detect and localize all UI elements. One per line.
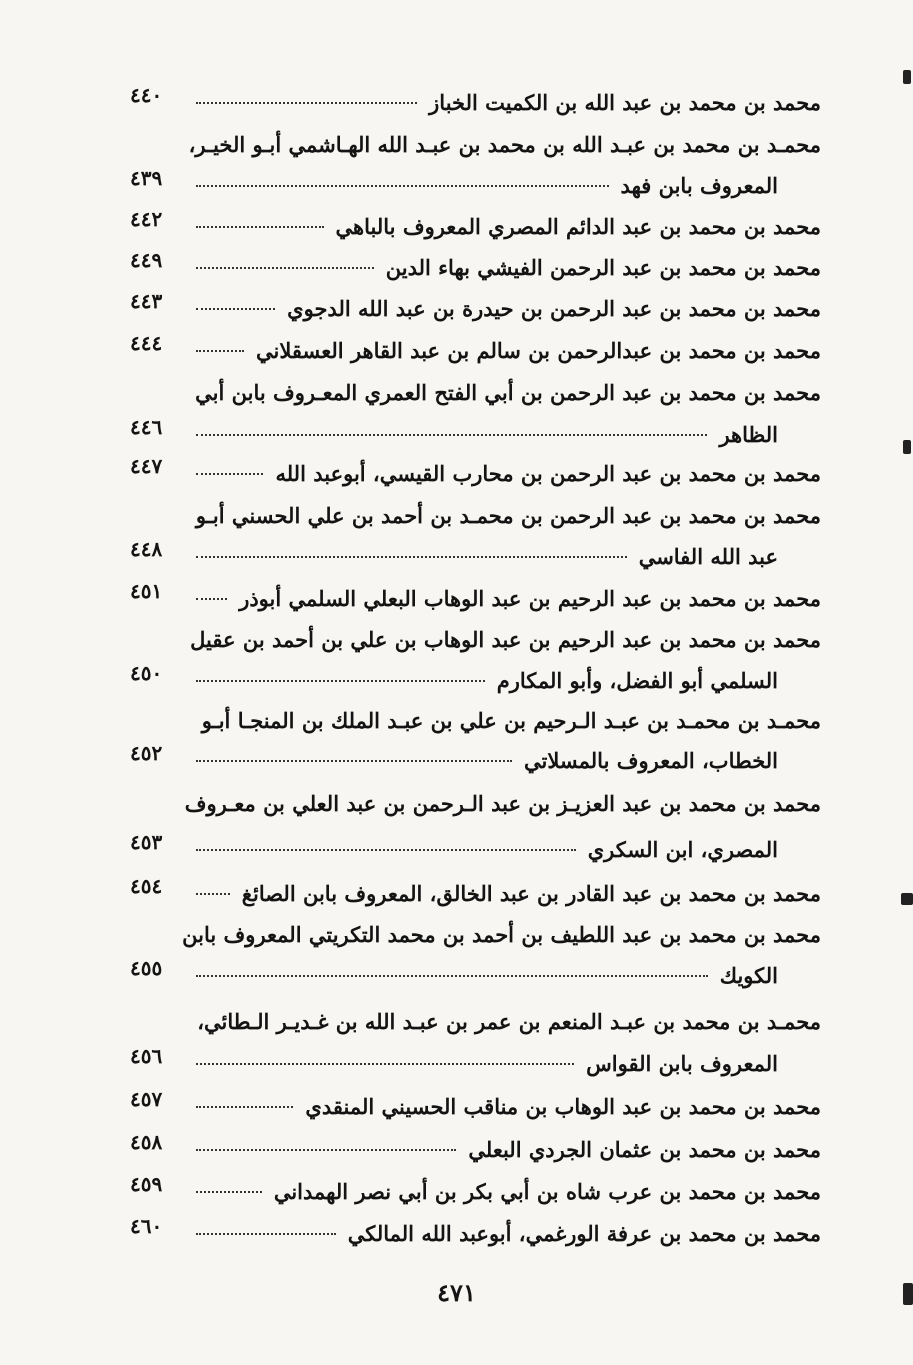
entry-name: محمد بن محمد بن عبد الله بن الكميت الخباز — [429, 90, 821, 115]
dot-leader — [196, 267, 374, 269]
entry-page-number: ٤٥٠ — [130, 661, 163, 685]
entry-name: محمد بن محمد بن عبدالرحمن بن سالم بن عبد القاهر العسقلاني — [256, 338, 821, 363]
dot-leader — [196, 1106, 293, 1108]
dot-leader — [196, 680, 485, 682]
entry-name-continuation: الظاهر — [719, 422, 778, 447]
entry-name: محمد بن محمد بن عبد القادر بن عبد الخالق، المعروف بابن الصائغ — [241, 881, 821, 906]
entry-name: محمد بن محمد بن عبد الرحمن بن محارب القيسي، أبوعبد الله — [275, 461, 821, 486]
entry-name: محمد بن محمد بن عبد الرحيم بن عبد الوهاب بن علي بن أحمد بن عقيل — [190, 627, 821, 652]
entry-page-number: ٤٥٢ — [130, 741, 163, 765]
entry-name: محمد بن محمد بن عبد الرحمن الفيشي بهاء الدين — [385, 255, 821, 280]
entry-name: محمـد بن محمـد بن عبـد الـرحيم بن علي بن عبـد الملك بن المنجـا أبـو — [201, 708, 821, 733]
dot-leader — [196, 226, 324, 228]
dot-leader — [196, 598, 227, 600]
entry-page-number: ٤٥٤ — [130, 874, 163, 898]
entry-name-continuation: عبد الله الفاسي — [638, 544, 778, 569]
dot-leader — [196, 1063, 574, 1065]
entry-name-continuation: المعروف بابن القواس — [586, 1051, 778, 1076]
dot-leader — [196, 1149, 456, 1151]
entry-name: محمد بن محمد بن عبد الرحمن بن محمـد بن أحمد بن علي الحسني أبـو — [195, 503, 821, 528]
scan-edge-mark — [903, 440, 911, 454]
entry-page-number: ٤٤٠ — [130, 83, 163, 107]
entry-page-number: ٤٤٧ — [130, 454, 163, 478]
entry-page-number: ٤٤٨ — [130, 537, 163, 561]
entry-name-continuation: المصري، ابن السكري — [587, 837, 778, 862]
entry-name: محمد بن محمد بن عبد الوهاب بن مناقب الحسيني المنقدي — [305, 1094, 821, 1119]
entry-page-number: ٤٥٥ — [130, 956, 163, 980]
entry-page-number: ٤٥٧ — [130, 1087, 163, 1111]
entry-name: محمد بن محمد بن عبد العزيـز بن عبد الـرحمن بن عبد العلي بن معـروف — [184, 791, 821, 816]
entry-name: محمد بن محمد بن عبد الدائم المصري المعروف بالباهي — [335, 214, 821, 239]
dot-leader — [196, 556, 627, 558]
dot-leader — [196, 434, 707, 436]
entry-name: محمد بن محمد بن عبد الرحيم بن عبد الوهاب البعلي السلمي أبوذر — [239, 586, 821, 611]
entry-name: محمـد بن محمد بن عبـد المنعم بن عمر بن عبـد الله بن غـديـر الـطائي، — [197, 1009, 821, 1034]
entry-name: محمد بن محمد بن عرفة الورغمي، أبوعبد الله المالكي — [347, 1221, 821, 1246]
entry-name-continuation: المعروف بابن فهد — [620, 173, 778, 198]
dot-leader — [196, 975, 708, 977]
entry-page-number: ٤٣٩ — [130, 166, 163, 190]
dot-leader — [196, 1233, 336, 1235]
entry-name: محمد بن محمد بن عبد الرحمن بن حيدرة بن عبد الله الدجوي — [287, 296, 821, 321]
dot-leader — [196, 308, 275, 310]
entry-page-number: ٤٥٣ — [130, 830, 163, 854]
entry-name: محمـد بن محمد بن عبـد الله بن محمد بن عبـد الله الهـاشمي أبـو الخيـر، — [188, 132, 821, 157]
entry-page-number: ٤٤٦ — [130, 415, 163, 439]
entry-name-continuation: الكويك — [719, 963, 778, 988]
entry-page-number: ٤٥١ — [130, 579, 163, 603]
entry-name-continuation: السلمي أبو الفضل، وأبو المكارم — [496, 668, 778, 693]
entry-page-number: ٤٤٤ — [130, 331, 163, 355]
entry-page-number: ٤٥٨ — [130, 1130, 163, 1154]
dot-leader — [196, 102, 417, 104]
dot-leader — [196, 185, 609, 187]
entry-name: محمد بن محمد بن عرب شاه بن أبي بكر بن أبي نصر الهمداني — [273, 1179, 821, 1204]
entry-page-number: ٤٤٢ — [130, 207, 163, 231]
entry-page-number: ٤٤٣ — [130, 289, 163, 313]
dot-leader — [196, 849, 576, 851]
entry-name: محمد بن محمد بن عبد الرحمن بن أبي الفتح العمري المعـروف بابن أبي — [195, 380, 821, 405]
entry-name: محمد بن محمد بن عبد اللطيف بن أحمد بن محمد التكريتي المعروف بابن — [182, 922, 821, 947]
dot-leader — [196, 760, 512, 762]
dot-leader — [196, 473, 263, 475]
dot-leader — [196, 893, 230, 895]
page-number: ٤٧١ — [437, 1278, 476, 1307]
entry-name-continuation: الخطاب، المعروف بالمسلاتي — [524, 748, 778, 773]
dot-leader — [196, 1191, 262, 1193]
entry-page-number: ٤٥٩ — [130, 1172, 163, 1196]
scan-edge-mark — [903, 1283, 913, 1305]
scan-edge-mark — [903, 70, 911, 84]
entry-page-number: ٤٤٩ — [130, 248, 163, 272]
dot-leader — [196, 350, 244, 352]
scan-edge-mark — [901, 893, 913, 905]
entry-page-number: ٤٥٦ — [130, 1044, 163, 1068]
entry-name: محمد بن محمد بن عثمان الجردي البعلي — [468, 1137, 821, 1162]
entry-page-number: ٤٦٠ — [130, 1214, 163, 1238]
